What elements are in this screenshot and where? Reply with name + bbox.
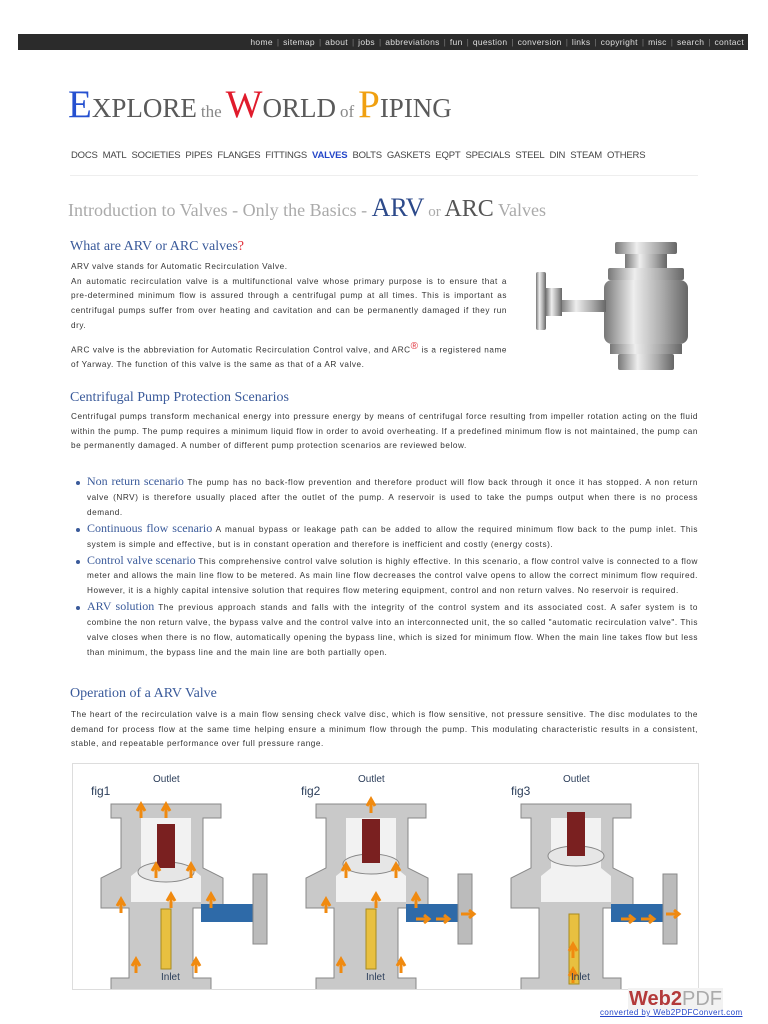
topnav-link-fun[interactable]: fun	[449, 37, 463, 47]
nav-item-valves[interactable]: VALVES	[312, 150, 348, 161]
topnav-link-links[interactable]: links	[571, 37, 591, 47]
figure-label: fig2	[301, 784, 321, 798]
logo-letter: P	[358, 83, 380, 126]
nav-item-bolts[interactable]: BOLTS	[352, 150, 382, 161]
title-tail: Valves	[493, 200, 546, 220]
scenario-item	[71, 521, 698, 553]
nav-item-gaskets[interactable]: GASKETS	[386, 150, 431, 161]
nav-item-fittings[interactable]: FITTINGS	[265, 150, 308, 161]
scenario-item	[71, 599, 698, 661]
valve-cutaway-drawing	[81, 764, 281, 989]
valve-figure-1	[81, 764, 281, 989]
scenario-item	[71, 553, 698, 600]
text: ARC valve is the abbreviation for Automatic Recirculation Control valve, and ARC	[71, 345, 411, 355]
topnav-link-question[interactable]: question	[472, 37, 508, 47]
nav-item-specials[interactable]: SPECIALS	[465, 150, 511, 161]
separator: |	[378, 37, 382, 47]
registered-mark: ®	[410, 341, 419, 352]
outlet-label: Outlet	[153, 774, 180, 785]
top-navigation-bar	[18, 34, 748, 50]
topnav-link-abbreviations[interactable]: abbreviations	[385, 37, 440, 47]
scenario-text: A manual bypass or leakage path can be added to allow the required minimum flow back to the pump inlet. This system is simple and effective, but is in constant operation and therefore is inefficient and costly (energy costs).	[87, 524, 698, 549]
figure-label: fig3	[511, 784, 531, 798]
topnav-link-copyright[interactable]: copyright	[600, 37, 638, 47]
nav-item-matl[interactable]: MATL	[102, 150, 127, 161]
topnav-link-contact[interactable]: contact	[714, 37, 744, 47]
inlet-label: Inlet	[161, 972, 180, 983]
title-lead: Introduction to Valves - Only the Basics -	[68, 200, 372, 220]
heading-mark: ?	[237, 239, 244, 254]
scenario-text: The pump has no back-flow prevention and therefore product will flow back through it once it has stopped. A non return valve (NRV) is therefore usually placed after the outlet of the pump. A reservoir is used to take the pumps output when there is no process demand.	[87, 478, 698, 517]
separator: |	[466, 37, 469, 47]
page-title	[68, 193, 546, 223]
logo-letter: W	[225, 83, 263, 126]
paragraph	[71, 260, 507, 334]
nav-item-eqpt[interactable]: EQPT	[435, 150, 461, 161]
separator: |	[594, 37, 597, 47]
web2pdf-link[interactable]: converted by Web2PDFConvert.com	[600, 1008, 743, 1017]
logo-letter: E	[68, 83, 92, 126]
logo-text: IPING	[379, 93, 452, 123]
main-navigation	[71, 150, 650, 161]
paragraph-line: ARV valve stands for Automatic Recirculation Valve.	[71, 262, 288, 271]
scenario-title: Continuous flow scenario	[87, 520, 213, 535]
separator: |	[641, 37, 645, 47]
paragraph-text: An automatic recirculation valve is a multifunctional valve whose primary purpose is to ensure that a pre-determined minimum flow is assured through a centrifugal pump at all times. This is important as centrifugal pumps suffer from over heating and cavitation and can be permanently damaged if they run dry.	[71, 276, 507, 330]
scenario-item	[71, 474, 698, 521]
logo-text: ORLD	[262, 93, 336, 123]
nav-item-docs[interactable]: DOCS	[71, 150, 98, 161]
nav-item-pipes[interactable]: PIPES	[185, 150, 213, 161]
nav-item-din[interactable]: DIN	[549, 150, 566, 161]
separator: |	[565, 37, 568, 47]
title-or: or	[424, 204, 445, 220]
paragraph: Centrifugal pumps transform mechanical energy into pressure energy by means of centrifugal force resulting from impeller rotation acting on the fluid within the pump. The pump requires a minimum liquid flow in order to avoid overheating. If a predefined minimum flow is not maintained, the pump can be permanently damaged. A number of different pump protection scenarios are reviewed below.	[71, 412, 698, 451]
topnav-link-jobs[interactable]: jobs	[358, 37, 375, 47]
separator: |	[318, 37, 322, 47]
separator: |	[511, 37, 514, 47]
topnav-link-sitemap[interactable]: sitemap	[283, 37, 315, 47]
topnav-link-search[interactable]: search	[676, 37, 705, 47]
logo-text: of	[339, 102, 355, 121]
scenario-text: This comprehensive control valve solution is highly effective. In this scenario, a flow control valve is connected to a flow meter and allows the main line flow to be metered. As main line flow decreases the control valve opens to allow the correct minimum flow required. However, it is a highly capital intensive solution that requires flow metering equipment, control and non return valves. No reservoir is required.	[87, 556, 698, 596]
section-heading-scenarios: Centrifugal Pump Protection Scenarios	[70, 390, 289, 405]
logo-text: XPLORE	[91, 93, 197, 123]
arv-operation-figures	[72, 763, 699, 990]
arv-valve-photo	[530, 238, 708, 378]
scenario-title: Control valve scenario	[87, 552, 196, 567]
logo-text: the	[200, 102, 222, 121]
scenario-text: The previous approach stands and falls with the integrity of the control system and its associated cost. A safer system is to combine the non return valve, the bypass valve and the control valve into an interconnected unit, the so called "automatic recirculation valve". This valve closes when there is no flow, automatically opening the bypass line, which is sized for minimum flow. When the main line takes flow but less than minimum, the bypass line and the main line are both partially open.	[87, 603, 698, 657]
outlet-label: Outlet	[563, 774, 590, 785]
separator: |	[276, 37, 280, 47]
nav-item-steel[interactable]: STEEL	[515, 150, 545, 161]
web2pdf-logo	[628, 988, 723, 1010]
site-logo[interactable]	[68, 82, 452, 127]
logo-text: 2	[670, 988, 682, 1010]
title-arc: ARC	[444, 196, 494, 222]
separator: |	[443, 37, 446, 47]
nav-item-others[interactable]: OTHERS	[606, 150, 646, 161]
topnav-link-conversion[interactable]: conversion	[517, 37, 562, 47]
topnav-link-misc[interactable]: misc	[648, 37, 667, 47]
nav-item-flanges[interactable]: FLANGES	[217, 150, 261, 161]
scenario-title: Non return scenario	[87, 474, 184, 488]
logo-text: PDF	[681, 988, 722, 1010]
scenario-list	[71, 474, 698, 661]
separator: |	[351, 37, 355, 47]
title-arv: ARV	[371, 193, 425, 222]
figure-label: fig1	[91, 784, 111, 798]
separator: |	[708, 37, 711, 47]
paragraph-arc	[71, 340, 507, 373]
topnav-link-home[interactable]: home	[250, 37, 273, 47]
valve-figure-3	[491, 764, 691, 989]
heading-text: What are ARV or ARC valves	[70, 239, 238, 254]
paragraph: The heart of the recirculation valve is a main flow sensing check valve disc, which is flow sensitive, not pressure sensitive. The disc modulates to the demand for process flow at the same time helping ensure a minimum flow through the pump. This modulating characteristic results in a consistent, stable, and repeatable performance over full pressure range.	[71, 710, 698, 749]
text: is a registered name of Yarway. The function of this valve is the same as that of a AR valve.	[71, 345, 507, 370]
outlet-label: Outlet	[358, 774, 385, 785]
topnav-link-about[interactable]: about	[325, 37, 348, 47]
logo-text: Web	[629, 988, 671, 1010]
scenario-title: ARV solution	[87, 599, 155, 614]
nav-item-steam[interactable]: STEAM	[570, 150, 602, 161]
inlet-label: Inlet	[366, 972, 385, 983]
nav-item-societies[interactable]: SOCIETIES	[131, 150, 181, 161]
valve-figure-2	[286, 764, 486, 989]
divider	[70, 175, 698, 176]
separator: |	[670, 37, 673, 47]
section-heading-what-are	[70, 239, 244, 255]
inlet-label: Inlet	[571, 972, 590, 983]
section-heading-operation: Operation of a ARV Valve	[70, 686, 217, 701]
